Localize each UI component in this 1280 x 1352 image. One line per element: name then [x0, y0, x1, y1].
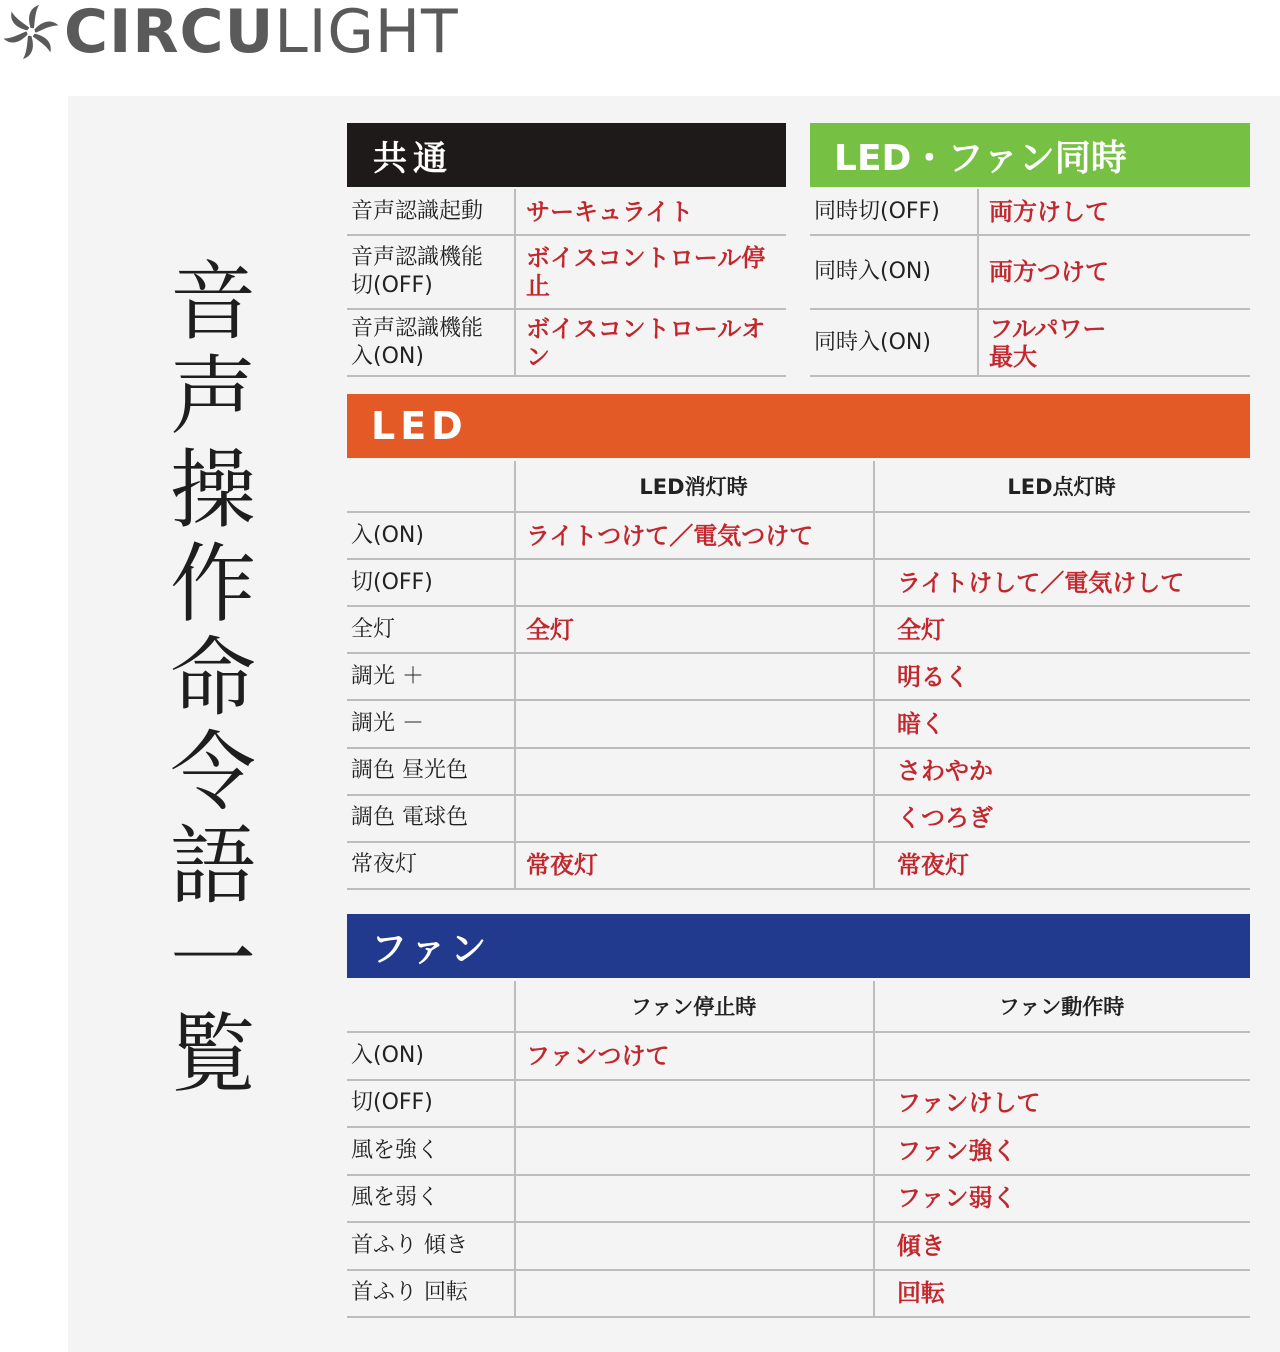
led-row-command-off [526, 700, 873, 747]
led-row-command-on [897, 512, 1250, 559]
fan-row-command-on: ファン弱く [897, 1184, 1017, 1213]
fan-row-command-on [897, 1032, 1250, 1080]
fan-row-label: 風を強く [351, 1137, 440, 1163]
fan-row-label: 風を弱く [351, 1185, 440, 1211]
fan-row-command-off [526, 1222, 873, 1270]
fan-row-label: 首ふり 回転 [351, 1280, 468, 1306]
led-row-label: 調色 電球色 [351, 805, 468, 831]
common-section-header: 共通 [347, 123, 786, 187]
column-divider [977, 189, 979, 376]
led-row-command-on: 常夜灯 [897, 851, 969, 880]
sync-row-command: 両方つけて [989, 258, 1109, 286]
sync-row-command: フルパワー 最大 [989, 314, 1107, 371]
fan-row-command-off [526, 1270, 873, 1318]
column-divider [873, 981, 875, 1317]
page-title: 音声操作命令語一覧 [155, 256, 255, 1102]
led-row-command-on: さわやか [897, 757, 993, 786]
sync-row-label: 同時入(ON) [814, 329, 931, 355]
led-row-label: 全灯 [351, 616, 396, 642]
fan-row-command-on: ファン強く [897, 1136, 1017, 1165]
led-row-command-off [526, 795, 873, 842]
fan-column-header-on: ファン動作時 [998, 994, 1125, 1019]
common-row-command: ボイスコントロールオン [526, 314, 766, 371]
common-row-command: ボイスコントロール停止 [526, 244, 766, 300]
sync-row-command: 両方けして [989, 198, 1109, 226]
led-row-label: 調光 ＋ [351, 663, 424, 689]
row-divider [347, 888, 1250, 890]
led-row-command-off [526, 559, 873, 606]
common-row-command: サーキュライト [526, 198, 694, 226]
column-divider [514, 981, 516, 1317]
column-divider [873, 461, 875, 889]
led-row-command-on: 明るく [897, 662, 969, 691]
led-section-header: LED [347, 394, 1250, 458]
sync-row-label: 同時切(OFF) [814, 199, 940, 224]
common-row-label: 音声認識機能 切(OFF) [351, 245, 484, 298]
fan-row-command-on: 回転 [897, 1279, 945, 1308]
led-row-command-on: 全灯 [897, 615, 945, 644]
led-row-label: 調光 － [351, 710, 424, 736]
led-row-label: 切(OFF) [351, 569, 433, 595]
fan-row-label: 入(ON) [351, 1042, 424, 1068]
row-divider [347, 1316, 1250, 1318]
led-row-command-off: ライトつけて／電気つけて [526, 521, 814, 550]
led-row-label: 常夜灯 [351, 852, 418, 878]
common-row-label: 音声認識機能 入(ON) [351, 315, 484, 369]
brand-logo [2, 0, 459, 67]
led-column-header-off: LED消灯時 [639, 474, 748, 499]
led-row-label: 入(ON) [351, 522, 424, 548]
fan-row-command-off [526, 1080, 873, 1128]
column-divider [514, 461, 516, 889]
led-row-command-off: 全灯 [526, 615, 574, 644]
fan-row-command-off [526, 1127, 873, 1175]
fan-row-command-on: 傾き [897, 1231, 945, 1260]
row-divider [810, 375, 1250, 377]
row-divider [347, 375, 786, 377]
led-row-command-on: くつろぎ [897, 804, 993, 833]
led-column-header-on: LED点灯時 [1007, 474, 1116, 499]
fan-row-command-on: ファンけして [897, 1089, 1041, 1118]
fan-swirl-icon [2, 3, 60, 61]
sync-section-header: LED・ファン同時 [810, 123, 1250, 187]
led-row-label: 調色 昼光色 [351, 758, 468, 784]
fan-row-label: 首ふり 傾き [351, 1232, 468, 1258]
led-row-command-on: ライトけして／電気けして [897, 568, 1185, 597]
fan-column-header-off: ファン停止時 [630, 994, 757, 1019]
led-row-command-off: 常夜灯 [526, 851, 598, 880]
common-row-label: 音声認識起動 [351, 199, 484, 224]
fan-row-command-off [526, 1175, 873, 1223]
fan-row-label: 切(OFF) [351, 1090, 433, 1116]
fan-section-header: ファン [347, 914, 1250, 978]
sync-row-label: 同時入(ON) [814, 259, 931, 284]
led-row-command-off [526, 748, 873, 795]
column-divider [514, 189, 516, 376]
logo-wordmark: CIRCULIGHT [64, 0, 459, 67]
led-row-command-off [526, 653, 873, 700]
fan-row-command-off: ファンつけて [526, 1041, 670, 1070]
led-row-command-on: 暗く [897, 709, 945, 738]
